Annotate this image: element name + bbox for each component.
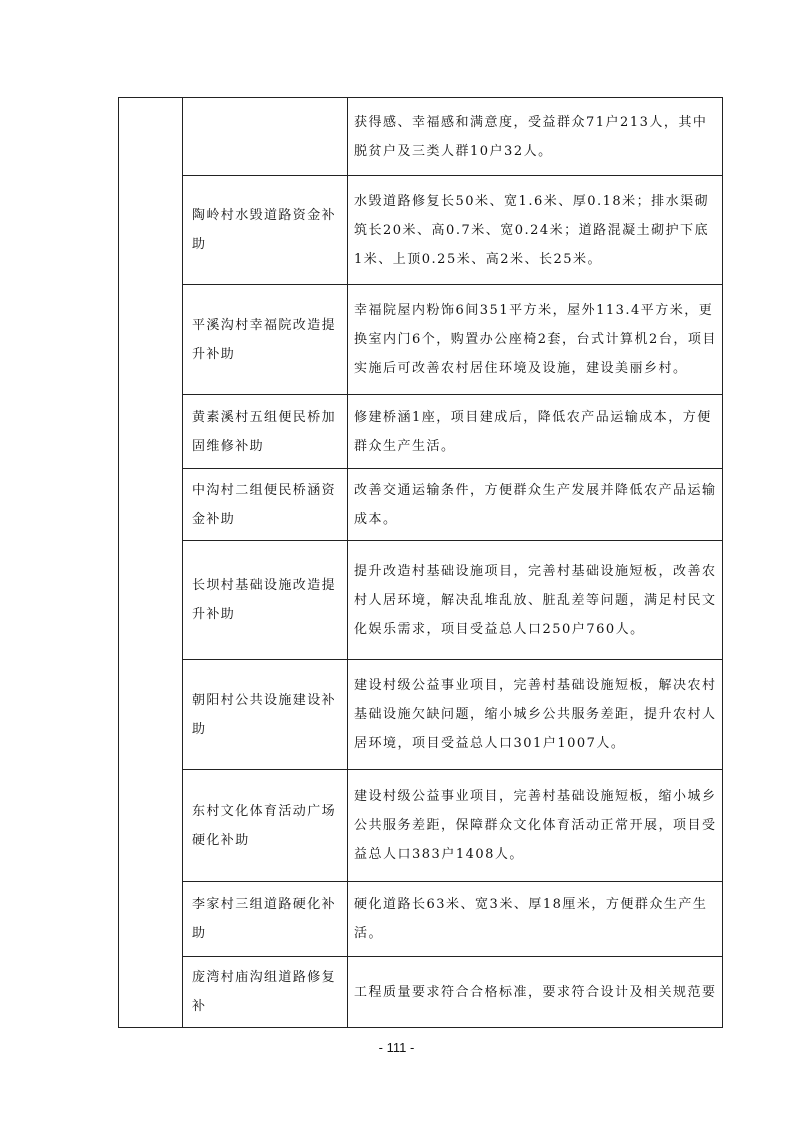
project-name-cell: 庞湾村庙沟组道路修复补 xyxy=(183,957,348,1028)
project-name-cell: 中沟村二组便民桥涵资金补助 xyxy=(183,469,348,541)
project-name-cell xyxy=(183,98,348,176)
project-name-cell: 长坝村基础设施改造提升补助 xyxy=(183,541,348,660)
table-row xyxy=(119,395,723,469)
category-cell xyxy=(119,98,183,1028)
project-name-cell: 黄素溪村五组便民桥加固维修补助 xyxy=(183,395,348,469)
project-desc-cell: 修建桥涵1座，项目建成后，降低农产品运输成本，方便群众生产生活。 xyxy=(348,395,723,469)
project-name-cell: 陶岭村水毁道路资金补助 xyxy=(183,176,348,285)
project-name-cell: 朝阳村公共设施建设补助 xyxy=(183,660,348,770)
project-desc-cell: 提升改造村基础设施项目，完善村基础设施短板，改善农村人居环境，解决乱堆乱放、脏乱差等问题，满足村民文化娱乐需求，项目受益总人口250户760人。 xyxy=(348,541,723,660)
project-desc-cell: 幸福院屋内粉饰6间351平方米，屋外113.4平方米，更换室内门6个，购置办公座椅2套，台式计算机2台，项目实施后可改善农村居住环境及设施，建设美丽乡村。 xyxy=(348,285,723,395)
page-number: - 111 - xyxy=(378,1040,415,1055)
project-desc-cell: 硬化道路长63米、宽3米、厚18厘米，方便群众生产生活。 xyxy=(348,882,723,957)
project-desc-cell: 建设村级公益事业项目，完善村基础设施短板，解决农村基础设施欠缺问题，缩小城乡公共服务差距，提升农村人居环境，项目受益总人口301户1007人。 xyxy=(348,660,723,770)
table-row xyxy=(119,176,723,285)
project-desc-cell: 获得感、幸福感和满意度，受益群众71户213人，其中脱贫户及三类人群10户32人。 xyxy=(348,98,723,176)
project-desc-cell: 工程质量要求符合合格标准，要求符合设计及相关规范要 xyxy=(348,957,723,1028)
project-table xyxy=(118,97,723,1028)
table-row xyxy=(119,882,723,957)
project-desc-cell: 水毁道路修复长50米、宽1.6米、厚0.18米；排水渠砌筑长20米、高0.7米、宽0.24米；道路混凝土砌护下底1米、上顶0.25米、高2米、长25米。 xyxy=(348,176,723,285)
table-row xyxy=(119,285,723,395)
table-row xyxy=(119,469,723,541)
table-row xyxy=(119,957,723,1028)
project-name-cell: 李家村三组道路硬化补助 xyxy=(183,882,348,957)
project-desc-cell: 建设村级公益事业项目，完善村基础设施短板，缩小城乡公共服务差距，保障群众文化体育活动正常开展，项目受益总人口383户1408人。 xyxy=(348,770,723,882)
table-row xyxy=(119,770,723,882)
table-row xyxy=(119,98,723,176)
project-desc-cell: 改善交通运输条件，方便群众生产发展并降低农产品运输成本。 xyxy=(348,469,723,541)
table-row xyxy=(119,541,723,660)
project-name-cell: 平溪沟村幸福院改造提升补助 xyxy=(183,285,348,395)
table-row xyxy=(119,660,723,770)
project-name-cell: 东村文化体育活动广场硬化补助 xyxy=(183,770,348,882)
